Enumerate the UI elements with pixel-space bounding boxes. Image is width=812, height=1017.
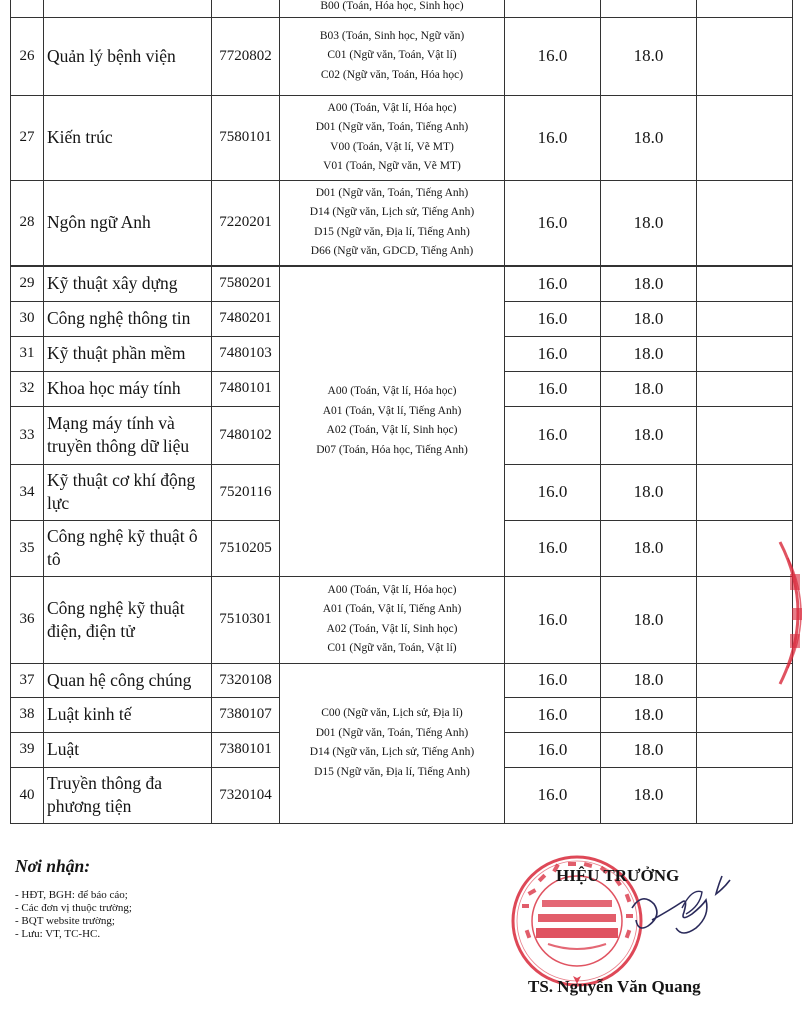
- note-cell: [697, 697, 793, 732]
- side-seal-fragment: [776, 538, 812, 688]
- row-number: 37: [11, 663, 44, 697]
- score-threshold-2: 18.0: [601, 266, 697, 301]
- subject-combination: D15 (Ngữ văn, Địa lí, Tiếng Anh): [314, 765, 470, 778]
- signature-title: HIỆU TRƯỞNG: [556, 866, 680, 885]
- major-code: 7480102: [212, 406, 280, 464]
- score-threshold-2: 18.0: [601, 464, 697, 520]
- score-threshold-2: 18.0: [601, 180, 697, 266]
- score-threshold-2: [601, 0, 697, 17]
- row-number: [11, 0, 44, 17]
- major-code: 7480101: [212, 371, 280, 406]
- subject-combination: C01 (Ngữ văn, Toán, Vật lí): [327, 49, 457, 62]
- table-row: [11, 180, 793, 266]
- subject-combination: B03 (Toán, Sinh học, Ngữ văn): [319, 29, 465, 42]
- row-number: 29: [11, 266, 44, 301]
- score-threshold-1: 16.0: [505, 371, 601, 406]
- subject-combination: A01 (Toán, Vật lí, Tiếng Anh): [322, 404, 462, 417]
- major-code: 7320104: [212, 767, 280, 823]
- major-name: Mạng máy tính và truyền thông dữ liệu: [44, 406, 212, 464]
- major-name: Công nghệ thông tin: [44, 301, 212, 336]
- signer-name: TS. Nguyễn Văn Quang: [528, 977, 701, 996]
- subject-combination: D14 (Ngữ văn, Lịch sử, Tiếng Anh): [309, 746, 475, 758]
- major-name: Kiến trúc: [44, 95, 212, 180]
- recipients-title: Nơi nhận:: [15, 856, 91, 876]
- score-threshold-1: 16.0: [505, 336, 601, 371]
- table-row: [11, 576, 793, 663]
- row-number: 40: [11, 767, 44, 823]
- subject-combination: D14 (Ngữ văn, Lịch sử, Tiếng Anh): [309, 206, 475, 219]
- row-number: 36: [11, 576, 44, 663]
- score-threshold-2: 18.0: [601, 336, 697, 371]
- row-number: 32: [11, 371, 44, 406]
- major-name: Công nghệ kỹ thuật ô tô: [44, 520, 212, 576]
- score-threshold-1: 16.0: [505, 266, 601, 301]
- table-row: [11, 17, 793, 95]
- score-threshold-1: 16.0: [505, 520, 601, 576]
- score-threshold-1: 16.0: [505, 732, 601, 767]
- row-number: 27: [11, 95, 44, 180]
- subject-combination: D01 (Ngữ văn, Toán, Tiếng Anh): [315, 121, 469, 133]
- row-number: 31: [11, 336, 44, 371]
- major-code: 7380107: [212, 697, 280, 732]
- subject-combination: V00 (Toán, Vật lí, Vẽ MT): [330, 140, 454, 153]
- score-threshold-2: 18.0: [601, 17, 697, 95]
- recipients-list: [15, 889, 132, 941]
- subject-combinations: [280, 576, 505, 663]
- score-threshold-2: 18.0: [601, 697, 697, 732]
- score-threshold-1: 16.0: [505, 301, 601, 336]
- subject-combination: D07 (Toán, Hóa học, Tiếng Anh): [316, 443, 468, 456]
- recipient-item: - Các đơn vị thuộc trường;: [15, 902, 132, 915]
- major-name: Khoa học máy tính: [44, 371, 212, 406]
- major-code: 7380101: [212, 732, 280, 767]
- major-code: 7580201: [212, 266, 280, 301]
- score-threshold-2: 18.0: [601, 576, 697, 663]
- recipient-item: - Lưu: VT, TC-HC.: [15, 928, 132, 941]
- subject-combination: A00 (Toán, Vật lí, Hóa học): [327, 583, 457, 596]
- subject-combination: A02 (Toán, Vật lí, Sinh học): [326, 622, 458, 635]
- score-threshold-1: 16.0: [505, 17, 601, 95]
- subject-combination: C00 (Ngữ văn, Lịch sử, Địa lí): [321, 707, 463, 719]
- major-name: Kỹ thuật cơ khí động lực: [44, 464, 212, 520]
- table-row: [11, 663, 793, 697]
- major-code: 7320108: [212, 663, 280, 697]
- major-code: 7220201: [212, 180, 280, 266]
- row-number: 30: [11, 301, 44, 336]
- score-threshold-1: 16.0: [505, 576, 601, 663]
- recipients-block: [15, 856, 132, 941]
- note-cell: [697, 266, 793, 301]
- major-code: 7580101: [212, 95, 280, 180]
- subject-combination: V01 (Toán, Ngữ văn, Vẽ MT): [323, 160, 461, 172]
- row-number: 35: [11, 520, 44, 576]
- note-cell: [697, 371, 793, 406]
- subject-combination: C02 (Ngữ văn, Toán, Hóa học): [320, 68, 464, 81]
- subject-combination: D01 (Ngữ văn, Toán, Tiếng Anh): [315, 726, 469, 739]
- score-threshold-2: 18.0: [601, 663, 697, 697]
- major-name: Kỹ thuật phần mềm: [44, 336, 212, 371]
- major-code: 7510301: [212, 576, 280, 663]
- major-code: 7720802: [212, 17, 280, 95]
- major-name: Luật kinh tế: [44, 697, 212, 732]
- subject-combinations: [280, 266, 505, 576]
- score-threshold-2: 18.0: [601, 520, 697, 576]
- note-cell: [697, 301, 793, 336]
- score-threshold-2: 18.0: [601, 767, 697, 823]
- note-cell: [697, 95, 793, 180]
- major-name: [44, 0, 212, 17]
- note-cell: [697, 336, 793, 371]
- score-threshold-1: 16.0: [505, 180, 601, 266]
- row-number: 33: [11, 406, 44, 464]
- row-number: 26: [11, 17, 44, 95]
- major-name: Kỹ thuật xây dựng: [44, 266, 212, 301]
- score-threshold-2: 18.0: [601, 95, 697, 180]
- subject-combination: C01 (Ngữ văn, Toán, Vật lí): [327, 642, 457, 654]
- row-number: 28: [11, 180, 44, 266]
- score-threshold-1: 16.0: [505, 697, 601, 732]
- subject-combinations: [280, 0, 505, 17]
- table-row: [11, 266, 793, 301]
- note-cell: [697, 767, 793, 823]
- score-threshold-1: 16.0: [505, 95, 601, 180]
- score-threshold-1: 16.0: [505, 406, 601, 464]
- major-code: 7520116: [212, 464, 280, 520]
- subject-combinations: [280, 180, 505, 266]
- subject-combination: B00 (Toán, Hóa học, Sinh học): [320, 0, 464, 12]
- subject-combinations: [280, 663, 505, 823]
- subject-combination: D66 (Ngữ văn, GDCD, Tiếng Anh): [310, 245, 474, 258]
- major-name: Truyền thông đa phương tiện: [44, 767, 212, 823]
- admission-score-table: [10, 0, 793, 824]
- major-code: [212, 0, 280, 17]
- recipient-item: - HĐT, BGH: để báo cáo;: [15, 889, 132, 902]
- score-threshold-2: 18.0: [601, 371, 697, 406]
- table-row: [11, 95, 793, 180]
- subject-combination: A02 (Toán, Vật lí, Sinh học): [326, 424, 458, 437]
- note-cell: [697, 180, 793, 266]
- row-number: 39: [11, 732, 44, 767]
- note-cell: [697, 17, 793, 95]
- note-cell: [697, 464, 793, 520]
- recipient-item: - BQT website trường;: [15, 915, 132, 928]
- note-cell: [697, 732, 793, 767]
- major-code: 7480103: [212, 336, 280, 371]
- note-cell: [697, 0, 793, 17]
- score-threshold-2: 18.0: [601, 732, 697, 767]
- row-number: 34: [11, 464, 44, 520]
- subject-combination: A00 (Toán, Vật lí, Hóa học): [327, 101, 457, 114]
- row-number: 38: [11, 697, 44, 732]
- subject-combinations: [280, 95, 505, 180]
- subject-combination: D15 (Ngữ văn, Địa lí, Tiếng Anh): [314, 225, 470, 238]
- major-name: Luật: [44, 732, 212, 767]
- major-name: Công nghệ kỹ thuật điện, điện tử: [44, 576, 212, 663]
- score-threshold-1: 16.0: [505, 663, 601, 697]
- subject-combination: A00 (Toán, Vật lí, Hóa học): [327, 385, 457, 398]
- score-threshold-1: 16.0: [505, 464, 601, 520]
- score-threshold-1: [505, 0, 601, 17]
- major-name: Quan hệ công chúng: [44, 663, 212, 697]
- score-threshold-2: 18.0: [601, 301, 697, 336]
- subject-combination: A01 (Toán, Vật lí, Tiếng Anh): [322, 603, 462, 615]
- score-threshold-2: 18.0: [601, 406, 697, 464]
- major-code: 7480201: [212, 301, 280, 336]
- table-row: [11, 0, 793, 17]
- major-name: Quản lý bệnh viện: [44, 17, 212, 95]
- score-threshold-1: 16.0: [505, 767, 601, 823]
- note-cell: [697, 406, 793, 464]
- major-code: 7510205: [212, 520, 280, 576]
- subject-combination: D01 (Ngữ văn, Toán, Tiếng Anh): [315, 186, 469, 199]
- major-name: Ngôn ngữ Anh: [44, 180, 212, 266]
- subject-combinations: [280, 17, 505, 95]
